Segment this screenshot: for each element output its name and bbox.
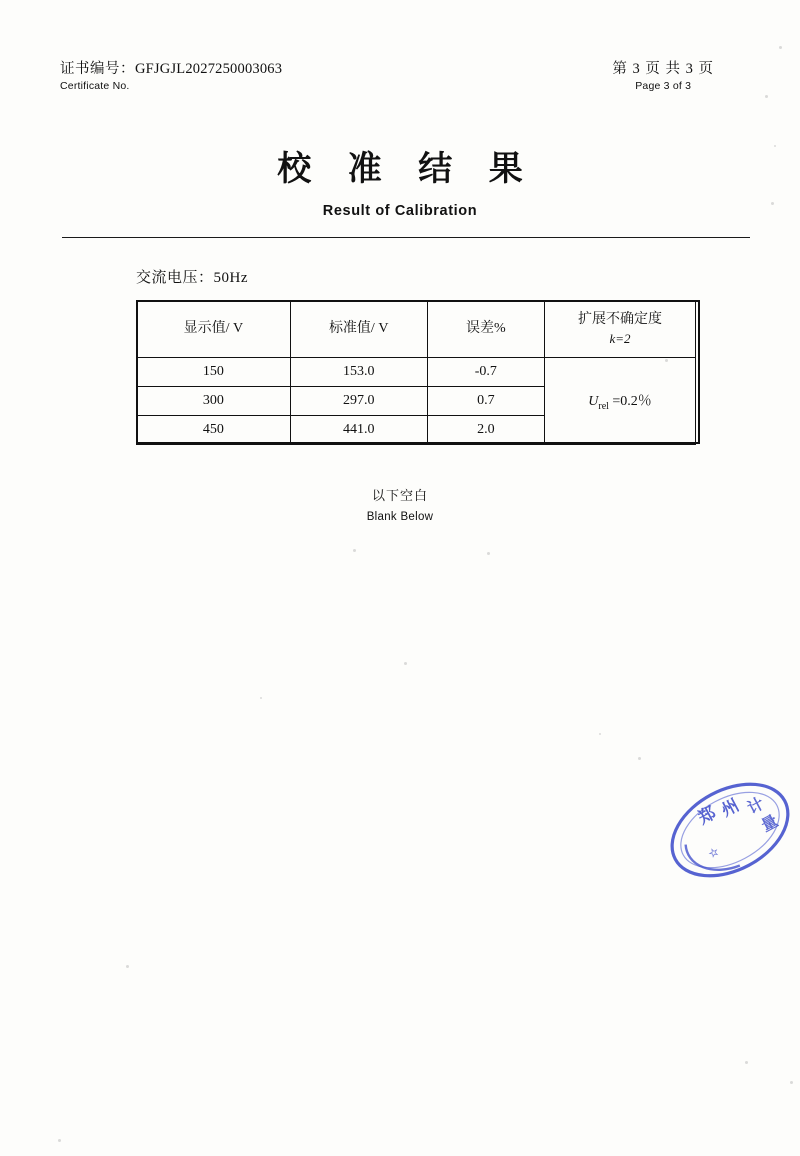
column-header-k-factor: k=2 — [609, 330, 631, 346]
scan-speck — [765, 95, 768, 98]
column-header-standard-value: 标准值/ V — [290, 301, 427, 358]
svg-text:☆: ☆ — [706, 845, 722, 861]
table-header-row — [137, 301, 696, 358]
page-number-en: Page 3 of 3 — [635, 80, 692, 93]
cell-error: -0.7 — [427, 358, 544, 387]
page-number-block — [612, 60, 714, 93]
section-label-ac-voltage: 交流电压：50Hz — [136, 270, 248, 286]
scan-speck — [126, 965, 129, 968]
scan-speck — [58, 1139, 61, 1142]
scan-speck — [404, 662, 407, 665]
cell-display-value: 150 — [137, 358, 291, 387]
official-seal-stamp — [660, 760, 800, 900]
scan-speck — [774, 145, 776, 147]
svg-text:州: 州 — [718, 795, 743, 821]
cell-error: 2.0 — [427, 416, 544, 445]
scan-speck — [745, 1061, 748, 1064]
scan-speck — [790, 1081, 793, 1084]
uncertainty-symbol: U — [588, 394, 599, 410]
seal-icon — [660, 760, 800, 900]
blank-below-note — [0, 485, 800, 523]
cell-display-value: 300 — [137, 387, 291, 416]
cell-standard-value: 153.0 — [290, 358, 427, 387]
certificate-number-label-cn: 证书编号： — [60, 61, 135, 77]
page-title — [0, 150, 800, 219]
certificate-number-label-en: Certificate No. — [60, 80, 130, 93]
blank-below-cn: 以下空白 — [371, 488, 428, 503]
scan-speck — [779, 46, 782, 49]
document-header — [60, 60, 750, 106]
uncertainty-subscript: rel — [598, 400, 609, 412]
column-header-display-value: 显示值/ V — [137, 301, 291, 358]
svg-text:计: 计 — [744, 795, 768, 818]
calibration-results-table — [136, 300, 696, 445]
cell-standard-value: 441.0 — [290, 416, 427, 445]
blank-below-en: Blank Below — [366, 511, 434, 523]
column-header-expanded-uncertainty — [545, 301, 696, 358]
scan-speck — [260, 697, 262, 699]
page-title-cn: 校 准 结 果 — [277, 151, 537, 188]
cell-display-value: 450 — [137, 416, 291, 445]
table-row — [137, 358, 696, 387]
certificate-number-block — [60, 60, 282, 93]
cell-error: 0.7 — [427, 387, 544, 416]
scan-speck — [487, 552, 490, 555]
page-number-cn: 第 3 页 共 3 页 — [612, 61, 714, 77]
cell-standard-value: 297.0 — [290, 387, 427, 416]
page-title-en: Result of Calibration — [322, 202, 478, 219]
title-divider — [62, 237, 750, 238]
cell-expanded-uncertainty — [545, 358, 696, 445]
scan-speck — [353, 549, 356, 552]
svg-text:郑: 郑 — [695, 803, 720, 828]
svg-text:量: 量 — [758, 812, 781, 836]
certificate-number-value: GFJGJL2027250003063 — [135, 61, 283, 77]
scan-speck — [599, 733, 601, 735]
column-header-error: 误差% — [427, 301, 544, 358]
uncertainty-value: =0.2％ — [608, 394, 652, 410]
scan-speck — [638, 757, 641, 760]
column-header-expanded-uncertainty-text: 扩展不确定度 — [578, 311, 663, 327]
certificate-number-line — [60, 60, 282, 78]
